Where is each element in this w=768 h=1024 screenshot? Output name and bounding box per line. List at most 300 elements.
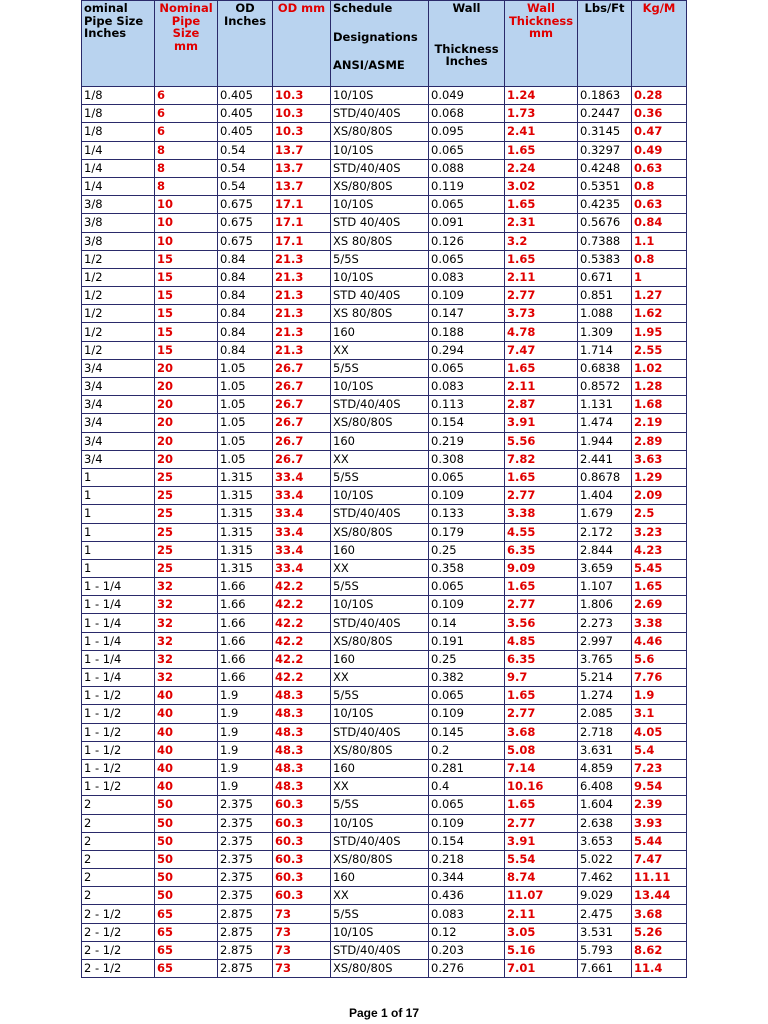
- cell-wall-inches: 0.294: [429, 341, 505, 359]
- cell-kg-m: 5.45: [632, 559, 687, 577]
- cell-od-inches: 0.675: [218, 196, 273, 214]
- cell-od-mm: 21.3: [273, 287, 331, 305]
- cell-kg-m: 2.89: [632, 432, 687, 450]
- cell-wall-inches: 0.109: [429, 487, 505, 505]
- cell-od-inches: 1.66: [218, 614, 273, 632]
- cell-nps-inches: 2 - 1/2: [82, 905, 155, 923]
- cell-schedule: 10/10S: [331, 87, 429, 105]
- cell-schedule: STD 40/40S: [331, 214, 429, 232]
- cell-lbs-ft: 0.8572: [578, 378, 632, 396]
- cell-od-mm: 33.4: [273, 468, 331, 486]
- cell-schedule: 5/5S: [331, 468, 429, 486]
- cell-schedule: 10/10S: [331, 596, 429, 614]
- cell-kg-m: 3.1: [632, 705, 687, 723]
- cell-wall-inches: 0.126: [429, 232, 505, 250]
- cell-wall-mm: 6.35: [505, 541, 578, 559]
- cell-nps-inches: 1/8: [82, 87, 155, 105]
- cell-od-mm: 26.7: [273, 450, 331, 468]
- cell-nps-mm: 32: [155, 669, 218, 687]
- cell-schedule: 10/10S: [331, 378, 429, 396]
- cell-schedule: 5/5S: [331, 905, 429, 923]
- cell-od-inches: 1.05: [218, 378, 273, 396]
- header-wall-mm: Wall Thickness mm: [505, 1, 578, 87]
- table-row: [82, 923, 687, 941]
- cell-wall-mm: 2.77: [505, 287, 578, 305]
- cell-kg-m: 1.28: [632, 378, 687, 396]
- cell-od-inches: 1.9: [218, 687, 273, 705]
- cell-od-mm: 33.4: [273, 487, 331, 505]
- cell-wall-inches: 0.083: [429, 268, 505, 286]
- cell-lbs-ft: 0.671: [578, 268, 632, 286]
- cell-wall-inches: 0.218: [429, 850, 505, 868]
- cell-nps-inches: 1/2: [82, 323, 155, 341]
- cell-schedule: XS/80/80S: [331, 850, 429, 868]
- cell-od-inches: 2.375: [218, 814, 273, 832]
- cell-wall-inches: 0.109: [429, 596, 505, 614]
- cell-wall-inches: 0.219: [429, 432, 505, 450]
- table-row: [82, 323, 687, 341]
- cell-wall-inches: 0.154: [429, 414, 505, 432]
- cell-od-inches: 1.315: [218, 468, 273, 486]
- cell-lbs-ft: 0.851: [578, 287, 632, 305]
- cell-nps-mm: 40: [155, 759, 218, 777]
- cell-od-mm: 60.3: [273, 796, 331, 814]
- cell-kg-m: 2.55: [632, 341, 687, 359]
- cell-od-inches: 1.05: [218, 396, 273, 414]
- cell-nps-inches: 1/2: [82, 268, 155, 286]
- cell-wall-inches: 0.065: [429, 687, 505, 705]
- cell-schedule: 5/5S: [331, 578, 429, 596]
- cell-lbs-ft: 1.604: [578, 796, 632, 814]
- cell-nps-inches: 3/4: [82, 396, 155, 414]
- cell-od-inches: 1.66: [218, 596, 273, 614]
- cell-kg-m: 11.11: [632, 869, 687, 887]
- cell-nps-inches: 1 - 1/2: [82, 723, 155, 741]
- cell-lbs-ft: 1.714: [578, 341, 632, 359]
- cell-nps-inches: 2 - 1/2: [82, 941, 155, 959]
- cell-od-mm: 48.3: [273, 723, 331, 741]
- cell-nps-mm: 10: [155, 196, 218, 214]
- cell-od-mm: 73: [273, 905, 331, 923]
- cell-od-mm: 17.1: [273, 196, 331, 214]
- cell-nps-mm: 32: [155, 614, 218, 632]
- header-od-inches: OD Inches: [218, 1, 273, 87]
- cell-kg-m: 1.68: [632, 396, 687, 414]
- cell-wall-mm: 3.91: [505, 414, 578, 432]
- cell-wall-mm: 1.65: [505, 468, 578, 486]
- cell-nps-mm: 15: [155, 287, 218, 305]
- cell-wall-inches: 0.12: [429, 923, 505, 941]
- cell-nps-mm: 20: [155, 450, 218, 468]
- cell-od-inches: 2.875: [218, 905, 273, 923]
- table-row: [82, 796, 687, 814]
- cell-wall-mm: 3.05: [505, 923, 578, 941]
- cell-od-inches: 2.875: [218, 960, 273, 978]
- cell-lbs-ft: 2.172: [578, 523, 632, 541]
- table-row: [82, 887, 687, 905]
- cell-nps-mm: 25: [155, 487, 218, 505]
- cell-schedule: XS 80/80S: [331, 305, 429, 323]
- cell-lbs-ft: 5.022: [578, 850, 632, 868]
- cell-wall-inches: 0.119: [429, 177, 505, 195]
- table-row: [82, 559, 687, 577]
- cell-kg-m: 1.9: [632, 687, 687, 705]
- cell-nps-inches: 2: [82, 796, 155, 814]
- cell-wall-inches: 0.065: [429, 250, 505, 268]
- table-row: [82, 287, 687, 305]
- cell-nps-mm: 40: [155, 723, 218, 741]
- cell-lbs-ft: 0.1863: [578, 87, 632, 105]
- cell-od-mm: 21.3: [273, 250, 331, 268]
- cell-nps-inches: 2 - 1/2: [82, 923, 155, 941]
- cell-kg-m: 3.38: [632, 614, 687, 632]
- cell-kg-m: 5.26: [632, 923, 687, 941]
- cell-od-mm: 13.7: [273, 141, 331, 159]
- cell-wall-inches: 0.2: [429, 741, 505, 759]
- cell-od-inches: 0.84: [218, 250, 273, 268]
- cell-kg-m: 0.28: [632, 87, 687, 105]
- cell-schedule: 160: [331, 541, 429, 559]
- table-row: [82, 359, 687, 377]
- cell-lbs-ft: 4.859: [578, 759, 632, 777]
- table-row: [82, 432, 687, 450]
- cell-wall-mm: 7.82: [505, 450, 578, 468]
- cell-od-inches: 1.315: [218, 523, 273, 541]
- cell-nps-mm: 10: [155, 232, 218, 250]
- cell-nps-mm: 32: [155, 632, 218, 650]
- cell-od-mm: 26.7: [273, 359, 331, 377]
- cell-wall-mm: 7.47: [505, 341, 578, 359]
- cell-lbs-ft: 0.4235: [578, 196, 632, 214]
- cell-od-mm: 17.1: [273, 232, 331, 250]
- cell-od-inches: 1.9: [218, 723, 273, 741]
- cell-od-mm: 26.7: [273, 396, 331, 414]
- table-row: [82, 669, 687, 687]
- cell-kg-m: 11.4: [632, 960, 687, 978]
- cell-wall-mm: 2.11: [505, 268, 578, 286]
- cell-wall-inches: 0.091: [429, 214, 505, 232]
- cell-wall-mm: 3.68: [505, 723, 578, 741]
- cell-nps-inches: 1: [82, 541, 155, 559]
- cell-nps-inches: 3/4: [82, 378, 155, 396]
- cell-schedule: 5/5S: [331, 359, 429, 377]
- cell-nps-inches: 1/4: [82, 159, 155, 177]
- table-row: [82, 705, 687, 723]
- cell-nps-mm: 32: [155, 578, 218, 596]
- cell-lbs-ft: 2.475: [578, 905, 632, 923]
- cell-kg-m: 1.62: [632, 305, 687, 323]
- table-row: [82, 541, 687, 559]
- cell-nps-inches: 1: [82, 523, 155, 541]
- table-row: [82, 105, 687, 123]
- table-row: [82, 250, 687, 268]
- cell-nps-inches: 1: [82, 559, 155, 577]
- table-row: [82, 614, 687, 632]
- cell-schedule: STD/40/40S: [331, 505, 429, 523]
- cell-nps-inches: 3/4: [82, 432, 155, 450]
- cell-schedule: XX: [331, 887, 429, 905]
- cell-nps-mm: 50: [155, 887, 218, 905]
- cell-schedule: STD/40/40S: [331, 614, 429, 632]
- table-row: [82, 341, 687, 359]
- cell-wall-inches: 0.065: [429, 468, 505, 486]
- cell-lbs-ft: 1.679: [578, 505, 632, 523]
- cell-nps-inches: 1: [82, 505, 155, 523]
- table-row: [82, 759, 687, 777]
- header-wall-inches: Wall Thickness Inches: [429, 1, 505, 87]
- cell-schedule: STD/40/40S: [331, 941, 429, 959]
- cell-od-inches: 0.84: [218, 323, 273, 341]
- header-od-mm: OD mm: [273, 1, 331, 87]
- cell-lbs-ft: 2.638: [578, 814, 632, 832]
- page-footer: Page 1 of 17: [348, 1006, 420, 1020]
- cell-od-inches: 2.375: [218, 850, 273, 868]
- cell-od-inches: 2.875: [218, 941, 273, 959]
- cell-od-mm: 73: [273, 960, 331, 978]
- cell-nps-mm: 40: [155, 741, 218, 759]
- cell-od-mm: 26.7: [273, 378, 331, 396]
- cell-nps-mm: 20: [155, 396, 218, 414]
- cell-nps-inches: 1/4: [82, 177, 155, 195]
- cell-wall-mm: 2.11: [505, 378, 578, 396]
- cell-kg-m: 2.69: [632, 596, 687, 614]
- cell-od-mm: 26.7: [273, 432, 331, 450]
- cell-schedule: XX: [331, 450, 429, 468]
- cell-kg-m: 3.63: [632, 450, 687, 468]
- cell-wall-mm: 4.55: [505, 523, 578, 541]
- cell-wall-inches: 0.436: [429, 887, 505, 905]
- table-row: [82, 268, 687, 286]
- cell-lbs-ft: 5.214: [578, 669, 632, 687]
- cell-schedule: XS/80/80S: [331, 123, 429, 141]
- cell-wall-inches: 0.068: [429, 105, 505, 123]
- cell-schedule: STD/40/40S: [331, 832, 429, 850]
- header-lbs-ft: Lbs/Ft: [578, 1, 632, 87]
- cell-wall-mm: 2.87: [505, 396, 578, 414]
- cell-od-mm: 48.3: [273, 687, 331, 705]
- cell-wall-inches: 0.382: [429, 669, 505, 687]
- cell-kg-m: 7.23: [632, 759, 687, 777]
- cell-nps-mm: 65: [155, 905, 218, 923]
- cell-od-inches: 0.405: [218, 105, 273, 123]
- cell-kg-m: 0.63: [632, 159, 687, 177]
- cell-lbs-ft: 0.7388: [578, 232, 632, 250]
- cell-wall-inches: 0.147: [429, 305, 505, 323]
- cell-nps-inches: 1 - 1/4: [82, 596, 155, 614]
- table-row: [82, 87, 687, 105]
- cell-nps-inches: 1/2: [82, 305, 155, 323]
- cell-nps-inches: 1 - 1/4: [82, 632, 155, 650]
- cell-wall-mm: 5.08: [505, 741, 578, 759]
- cell-kg-m: 13.44: [632, 887, 687, 905]
- cell-wall-inches: 0.083: [429, 378, 505, 396]
- cell-wall-inches: 0.113: [429, 396, 505, 414]
- cell-kg-m: 2.09: [632, 487, 687, 505]
- cell-nps-mm: 50: [155, 850, 218, 868]
- cell-wall-inches: 0.109: [429, 814, 505, 832]
- header-schedule: Schedule Designations ANSI/ASME: [331, 1, 429, 87]
- cell-lbs-ft: 1.274: [578, 687, 632, 705]
- table-row: [82, 487, 687, 505]
- cell-nps-mm: 40: [155, 705, 218, 723]
- cell-wall-inches: 0.145: [429, 723, 505, 741]
- cell-nps-mm: 8: [155, 177, 218, 195]
- cell-nps-mm: 65: [155, 960, 218, 978]
- cell-nps-mm: 25: [155, 468, 218, 486]
- cell-wall-mm: 2.11: [505, 905, 578, 923]
- cell-nps-mm: 50: [155, 832, 218, 850]
- table-row: [82, 723, 687, 741]
- cell-nps-mm: 50: [155, 869, 218, 887]
- cell-kg-m: 0.8: [632, 177, 687, 195]
- cell-schedule: 160: [331, 432, 429, 450]
- cell-nps-inches: 2: [82, 832, 155, 850]
- cell-od-mm: 26.7: [273, 414, 331, 432]
- cell-od-mm: 42.2: [273, 632, 331, 650]
- cell-schedule: XS/80/80S: [331, 414, 429, 432]
- cell-od-inches: 1.9: [218, 759, 273, 777]
- cell-lbs-ft: 3.653: [578, 832, 632, 850]
- cell-schedule: 10/10S: [331, 196, 429, 214]
- cell-nps-mm: 25: [155, 541, 218, 559]
- pipe-schedule-table: [81, 0, 687, 978]
- table-row: [82, 687, 687, 705]
- cell-kg-m: 4.23: [632, 541, 687, 559]
- cell-od-mm: 42.2: [273, 650, 331, 668]
- cell-wall-mm: 7.01: [505, 960, 578, 978]
- cell-nps-mm: 20: [155, 414, 218, 432]
- cell-lbs-ft: 3.531: [578, 923, 632, 941]
- cell-wall-mm: 3.2: [505, 232, 578, 250]
- cell-od-mm: 13.7: [273, 177, 331, 195]
- cell-wall-mm: 1.65: [505, 578, 578, 596]
- cell-kg-m: 0.47: [632, 123, 687, 141]
- cell-od-mm: 48.3: [273, 705, 331, 723]
- cell-od-inches: 1.66: [218, 650, 273, 668]
- cell-lbs-ft: 7.661: [578, 960, 632, 978]
- table-row: [82, 941, 687, 959]
- cell-wall-mm: 10.16: [505, 778, 578, 796]
- cell-nps-inches: 3/4: [82, 414, 155, 432]
- cell-wall-mm: 4.85: [505, 632, 578, 650]
- cell-nps-mm: 6: [155, 87, 218, 105]
- cell-schedule: 5/5S: [331, 687, 429, 705]
- table-row: [82, 123, 687, 141]
- table-row: [82, 596, 687, 614]
- cell-lbs-ft: 2.273: [578, 614, 632, 632]
- cell-od-inches: 2.375: [218, 832, 273, 850]
- cell-kg-m: 0.8: [632, 250, 687, 268]
- cell-od-mm: 33.4: [273, 505, 331, 523]
- cell-kg-m: 7.47: [632, 850, 687, 868]
- table-row: [82, 378, 687, 396]
- cell-schedule: STD 40/40S: [331, 287, 429, 305]
- header-nps-inches: ominal Pipe Size Inches: [82, 1, 155, 87]
- cell-wall-inches: 0.095: [429, 123, 505, 141]
- cell-nps-mm: 25: [155, 559, 218, 577]
- cell-od-mm: 33.4: [273, 559, 331, 577]
- cell-nps-mm: 20: [155, 359, 218, 377]
- cell-lbs-ft: 1.944: [578, 432, 632, 450]
- cell-lbs-ft: 1.309: [578, 323, 632, 341]
- cell-wall-mm: 3.38: [505, 505, 578, 523]
- table-row: [82, 778, 687, 796]
- cell-wall-mm: 2.77: [505, 814, 578, 832]
- cell-nps-inches: 3/8: [82, 214, 155, 232]
- cell-schedule: XS 80/80S: [331, 232, 429, 250]
- cell-lbs-ft: 1.088: [578, 305, 632, 323]
- cell-wall-inches: 0.276: [429, 960, 505, 978]
- cell-nps-mm: 65: [155, 941, 218, 959]
- cell-kg-m: 3.93: [632, 814, 687, 832]
- cell-kg-m: 1.95: [632, 323, 687, 341]
- cell-kg-m: 9.54: [632, 778, 687, 796]
- cell-nps-inches: 2: [82, 887, 155, 905]
- cell-kg-m: 2.19: [632, 414, 687, 432]
- cell-lbs-ft: 1.131: [578, 396, 632, 414]
- cell-wall-inches: 0.088: [429, 159, 505, 177]
- cell-nps-inches: 1 - 1/2: [82, 687, 155, 705]
- cell-nps-inches: 1 - 1/2: [82, 778, 155, 796]
- cell-schedule: XX: [331, 669, 429, 687]
- cell-lbs-ft: 7.462: [578, 869, 632, 887]
- cell-wall-inches: 0.065: [429, 196, 505, 214]
- cell-wall-mm: 7.14: [505, 759, 578, 777]
- cell-lbs-ft: 2.718: [578, 723, 632, 741]
- cell-od-inches: 1.9: [218, 778, 273, 796]
- cell-nps-inches: 1 - 1/4: [82, 578, 155, 596]
- cell-od-mm: 48.3: [273, 759, 331, 777]
- table-body: [82, 87, 687, 978]
- cell-nps-inches: 3/4: [82, 359, 155, 377]
- cell-nps-mm: 65: [155, 923, 218, 941]
- cell-schedule: XS/80/80S: [331, 523, 429, 541]
- cell-lbs-ft: 1.107: [578, 578, 632, 596]
- cell-wall-inches: 0.133: [429, 505, 505, 523]
- cell-od-inches: 1.05: [218, 359, 273, 377]
- cell-od-inches: 0.84: [218, 268, 273, 286]
- cell-wall-inches: 0.083: [429, 905, 505, 923]
- cell-nps-mm: 15: [155, 268, 218, 286]
- cell-lbs-ft: 0.3297: [578, 141, 632, 159]
- table-row: [82, 232, 687, 250]
- cell-od-mm: 10.3: [273, 105, 331, 123]
- cell-wall-inches: 0.4: [429, 778, 505, 796]
- cell-nps-inches: 1 - 1/2: [82, 759, 155, 777]
- cell-lbs-ft: 1.474: [578, 414, 632, 432]
- cell-wall-mm: 2.41: [505, 123, 578, 141]
- cell-od-inches: 0.675: [218, 214, 273, 232]
- cell-nps-mm: 25: [155, 505, 218, 523]
- cell-nps-inches: 2: [82, 869, 155, 887]
- cell-od-inches: 1.66: [218, 578, 273, 596]
- cell-wall-inches: 0.065: [429, 359, 505, 377]
- cell-od-inches: 1.05: [218, 450, 273, 468]
- cell-wall-mm: 3.56: [505, 614, 578, 632]
- cell-od-mm: 17.1: [273, 214, 331, 232]
- cell-nps-mm: 15: [155, 323, 218, 341]
- cell-nps-mm: 25: [155, 523, 218, 541]
- cell-wall-inches: 0.179: [429, 523, 505, 541]
- cell-nps-mm: 6: [155, 123, 218, 141]
- cell-lbs-ft: 0.3145: [578, 123, 632, 141]
- cell-lbs-ft: 0.6838: [578, 359, 632, 377]
- cell-kg-m: 5.6: [632, 650, 687, 668]
- cell-od-inches: 1.05: [218, 414, 273, 432]
- cell-nps-mm: 20: [155, 378, 218, 396]
- cell-wall-inches: 0.308: [429, 450, 505, 468]
- cell-schedule: 5/5S: [331, 796, 429, 814]
